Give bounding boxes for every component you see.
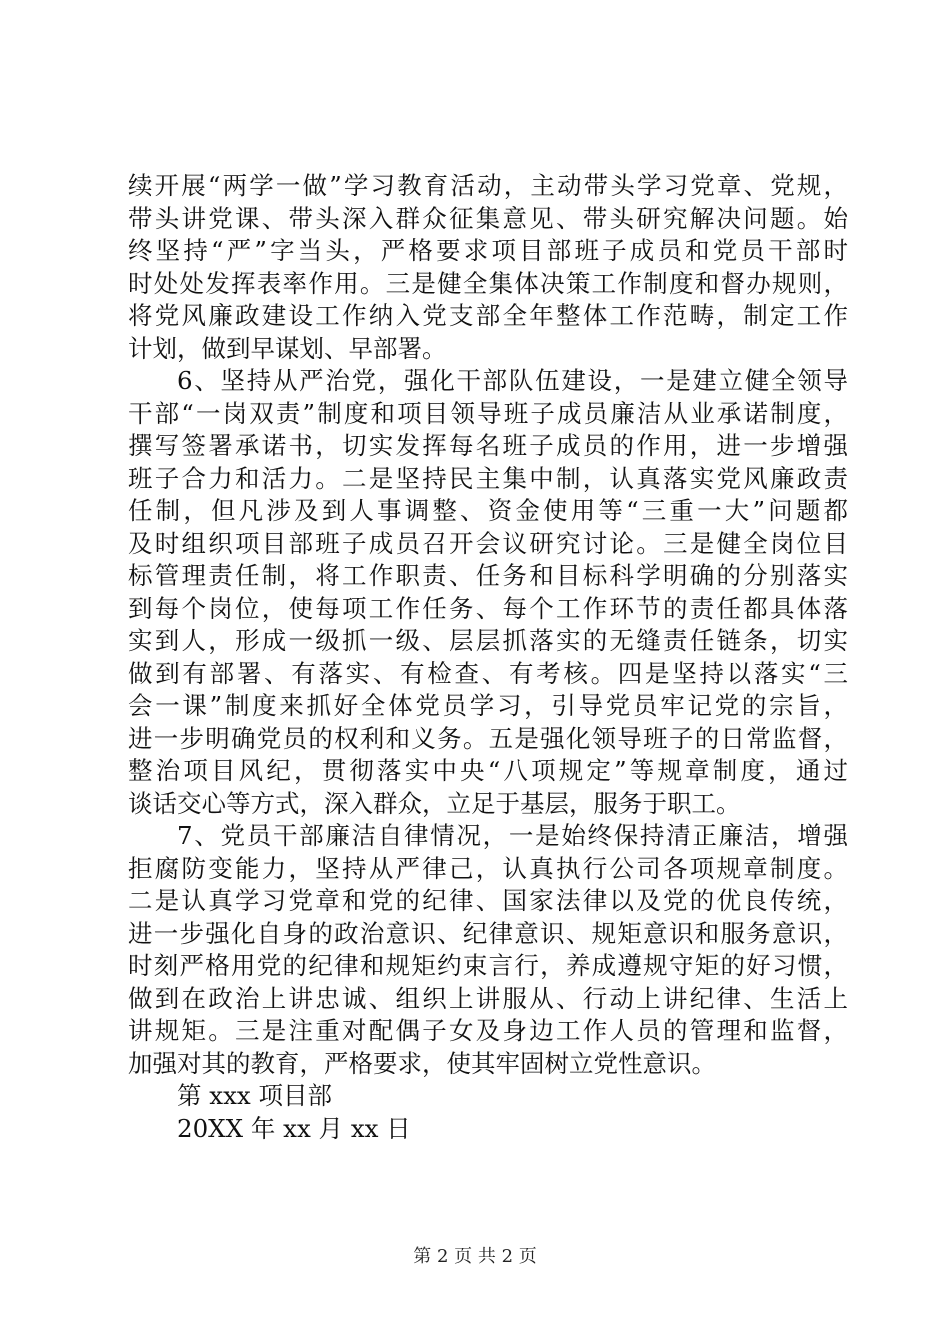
text-line: 及时组织项目部班子成员召开会议研究讨论。三是健全岗位目 — [128, 528, 848, 558]
signature-org: 第 xxx 项目部 — [177, 1081, 333, 1110]
text-line: 将党风廉政建设工作纳入党支部全年整体工作范畴，制定工作 — [128, 301, 848, 330]
text-line: 撰写签署承诺书，切实发挥每名班子成员的作用，进一步增强 — [128, 431, 848, 460]
text-line: 谈话交心等方式，深入群众，立足于基层，服务于职工。 — [128, 788, 741, 818]
text-line: 做到在政治上讲忠诚、组织上讲服从、行动上讲纪律、生活上 — [128, 983, 848, 1013]
text-line: 讲规矩。三是注重对配偶子女及身边工作人员的管理和监督， — [128, 1016, 848, 1045]
text-line: 计划，做到早谋划、早部署。 — [128, 333, 447, 363]
paragraph-item-7 — [128, 820, 848, 1080]
text-line: 干部“一岗双责”制度和项目领导班子成员廉洁从业承诺制度， — [128, 398, 848, 428]
text-line: 进一步明确党员的权利和义务。五是强化领导班子的日常监督， — [128, 723, 848, 753]
text-line: 时刻严格用党的纪律和规矩约束言行，养成遵规守矩的好习惯， — [128, 951, 848, 980]
text-line: 整治项目风纪，贯彻落实中央“八项规定”等规章制度，通过 — [128, 756, 848, 785]
text-line: 6、坚持从严治党，强化干部队伍建设，一是建立健全领导 — [177, 366, 848, 395]
text-line: 会一课”制度来抓好全体党员学习，引导党员牢记党的宗旨， — [128, 691, 848, 720]
text-line: 加强对其的教育，严格要求，使其牢固树立党性意识。 — [128, 1048, 716, 1078]
text-line: 到每个岗位，使每项工作任务、每个工作环节的责任都具体落 — [128, 593, 848, 623]
text-line: 班子合力和活力。二是坚持民主集中制，认真落实党风廉政责 — [128, 463, 848, 493]
document-body — [128, 170, 848, 1145]
text-line: 做到有部署、有落实、有检查、有考核。四是坚持以落实“三 — [128, 658, 848, 688]
page-footer: 第 2 页 共 2 页 — [413, 1246, 537, 1267]
text-line: 带头讲党课、带头深入群众征集意见、带头研究解决问题。始 — [128, 203, 848, 233]
text-line: 时处处发挥表率作用。三是健全集体决策工作制度和督办规则， — [128, 268, 848, 298]
text-line: 实到人，形成一级抓一级、层层抓落实的无缝责任链条，切实 — [128, 626, 848, 655]
text-line: 任制，但凡涉及到人事调整、资金使用等“三重一大”问题都 — [128, 496, 848, 525]
text-line: 7、党员干部廉洁自律情况，一是始终保持清正廉洁，增强 — [177, 821, 848, 850]
text-line: 终坚持“严”字当头，严格要求项目部班子成员和党员干部时 — [128, 236, 848, 265]
paragraph-item-6 — [128, 365, 848, 820]
text-line: 拒腐防变能力，坚持从严律己，认真执行公司各项规章制度。 — [128, 853, 848, 883]
text-line: 续开展“两学一做”学习教育活动，主动带头学习党章、党规， — [128, 171, 848, 200]
paragraph-continuation — [128, 170, 848, 365]
text-line: 标管理责任制，将工作职责、任务和目标科学明确的分别落实 — [128, 561, 848, 590]
text-line: 二是认真学习党章和党的纪律、国家法律以及党的优良传统， — [128, 886, 848, 915]
text-line: 进一步强化自身的政治意识、纪律意识、规矩意识和服务意识， — [128, 918, 848, 948]
signature-date: 20XX 年 xx 月 xx 日 — [177, 1113, 411, 1143]
